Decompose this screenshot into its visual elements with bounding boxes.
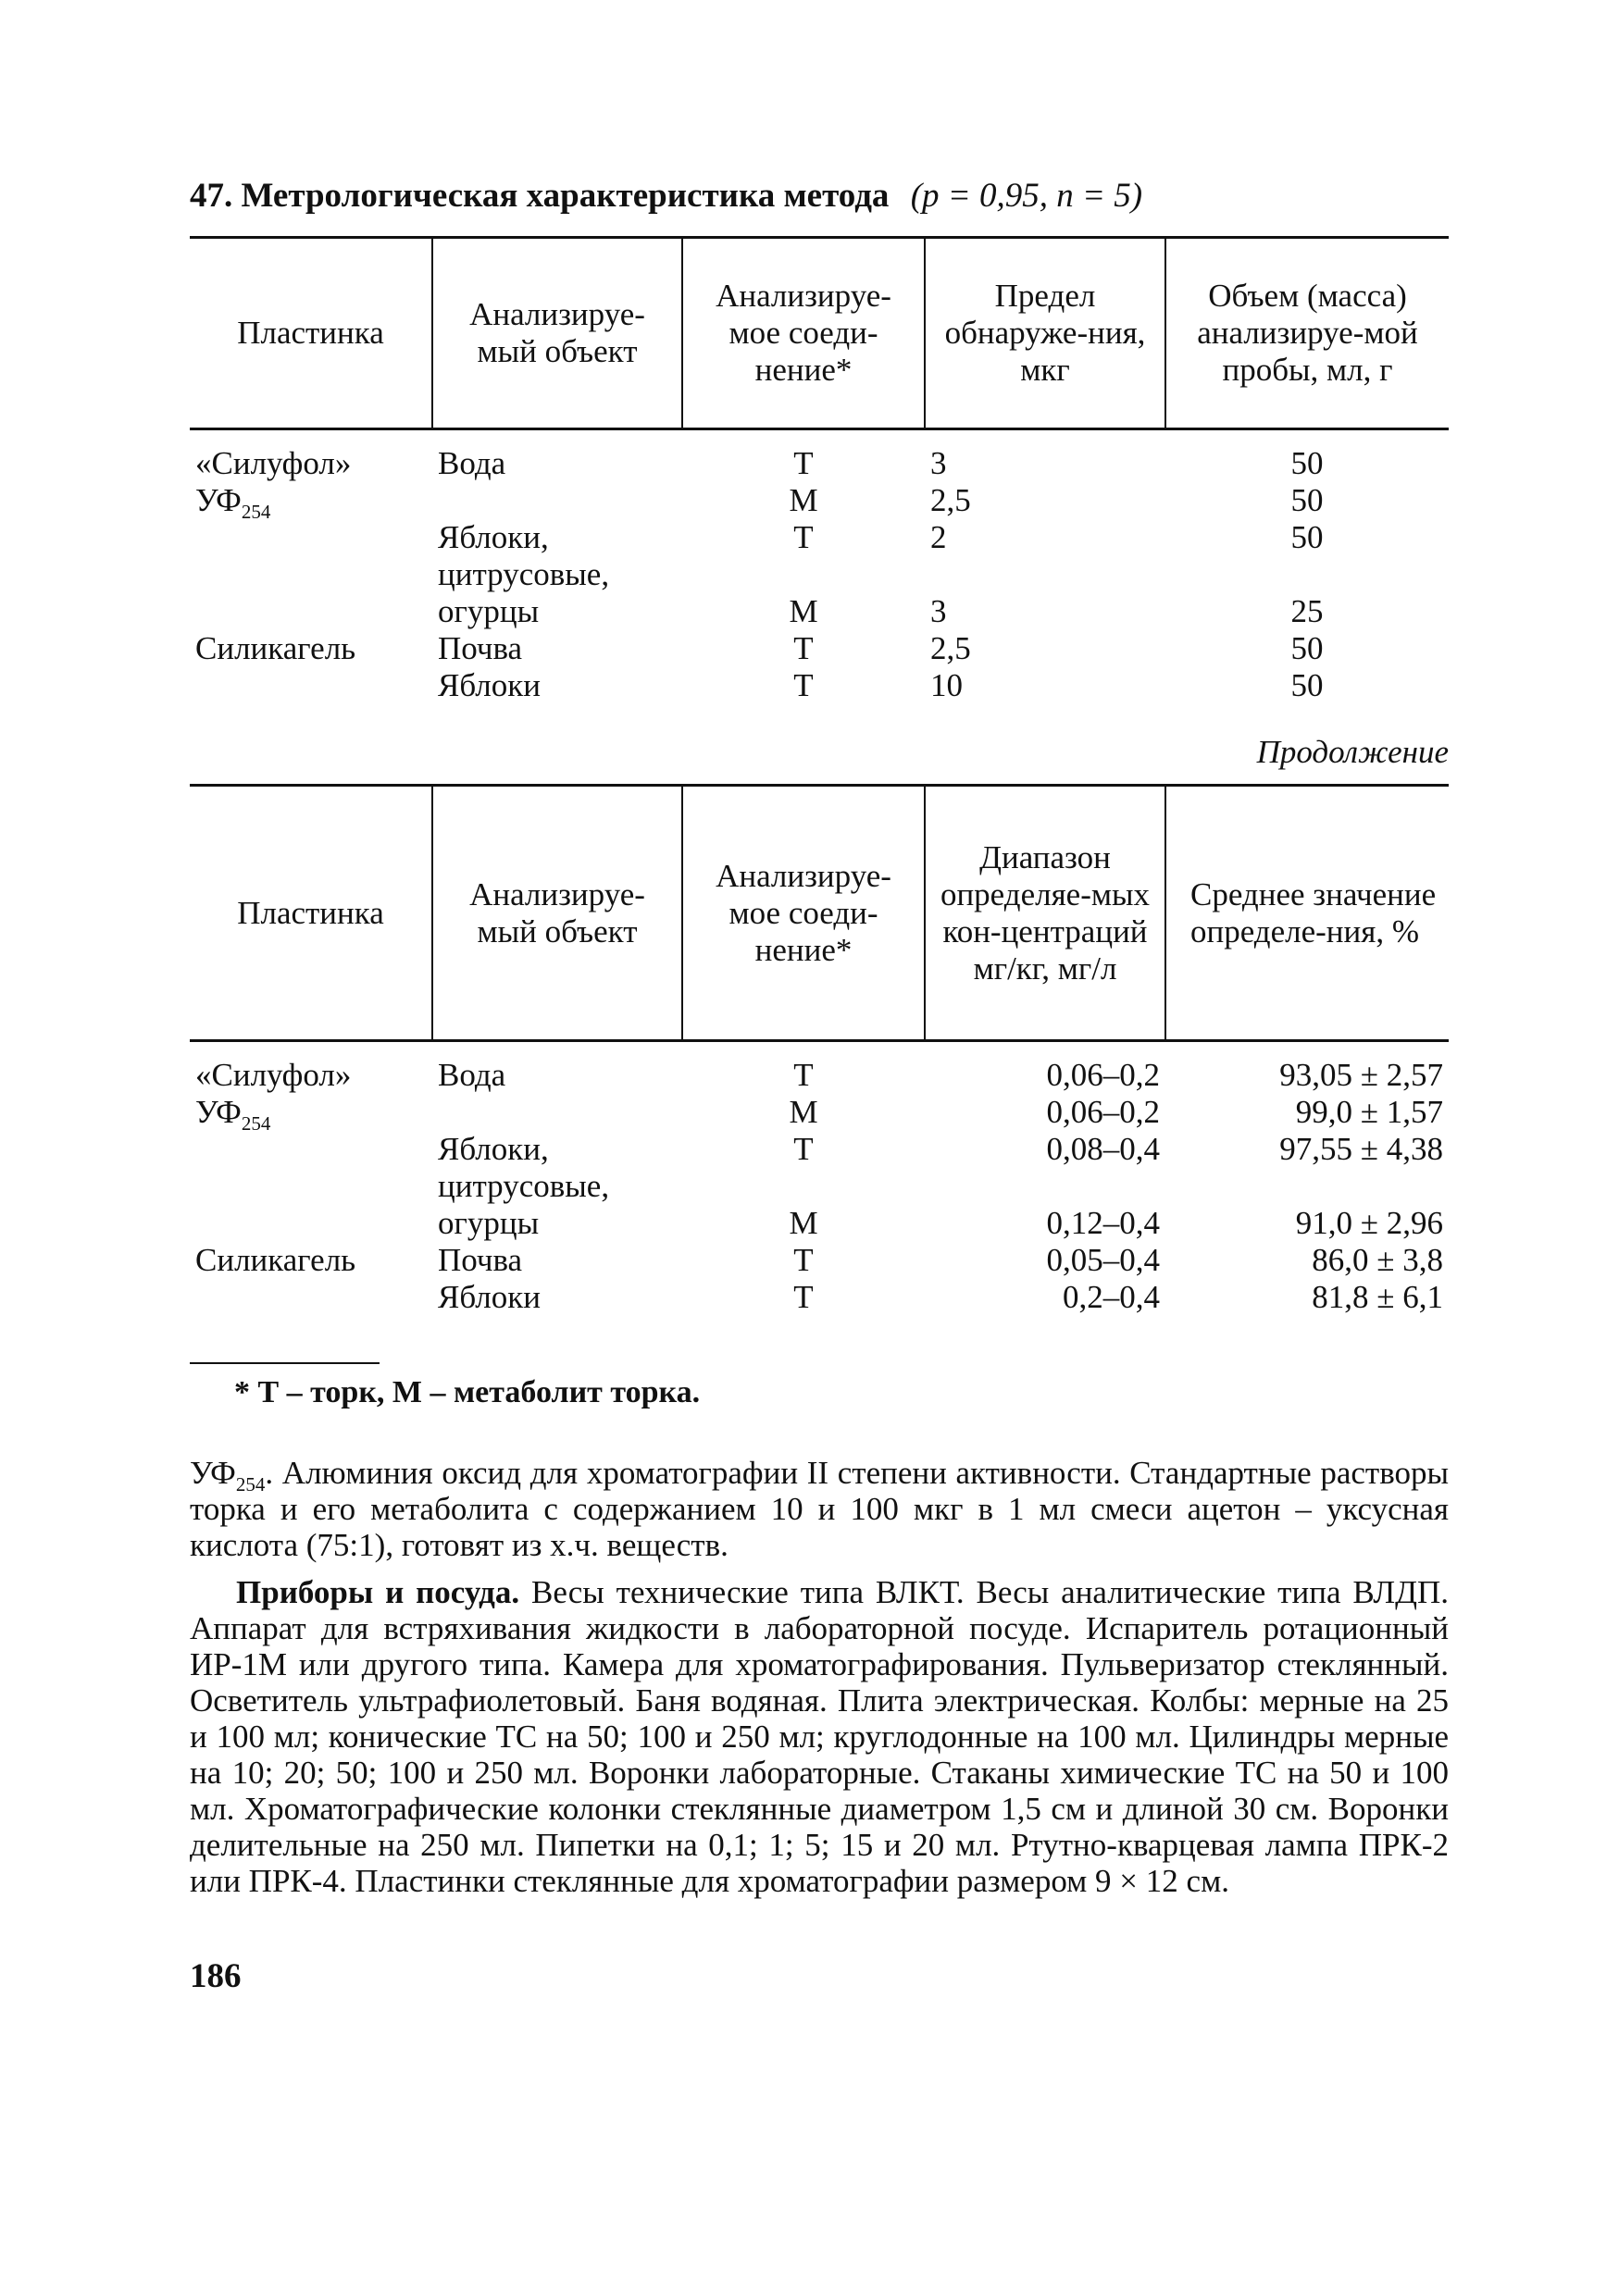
paragraph-lead: Приборы и посуда. (236, 1574, 520, 1610)
table-row (190, 429, 1449, 483)
table-cell: 2 (930, 519, 947, 555)
table-row (190, 1094, 1449, 1131)
table-cell: $УФ_{254}$ (195, 482, 271, 523)
table-cell (190, 1168, 432, 1205)
table-cell: Т (793, 1242, 814, 1278)
table-cell: 86,0 ± 3,8 (1312, 1242, 1443, 1278)
table-cell: 0,06–0,2 (1046, 1057, 1160, 1093)
table-cell: Т (793, 630, 814, 666)
table-cell: 0,12–0,4 (1046, 1205, 1160, 1241)
paragraph-adsorbent: $УФ_{254}$. Алюминия оксид для хроматографии II степени активности. Стандартные растворы торка и его метаболита с содержанием 10 и 100 мкг в 1 мл смеси ацетон – уксусная кислота (75:1), готовят из х.ч. веществ. (190, 1455, 1449, 1563)
table-row (190, 630, 1449, 667)
table-row (190, 556, 1449, 593)
table-cell (682, 556, 925, 593)
table-cell: М (789, 1094, 818, 1130)
table-cell: 3 (930, 445, 947, 481)
table-cell (432, 1094, 682, 1131)
table-cell: $УФ_{254}$ (195, 1094, 271, 1135)
table-cell: 99,0 ± 1,57 (1295, 1094, 1443, 1130)
table-cell (190, 556, 432, 593)
table2-header-cell: Диапазон определяе-мых кон-центраций мг/кг, мг/л (925, 786, 1165, 1041)
table1-header-cell: Анализируе-мый объект (432, 238, 682, 429)
table-cell: «Силуфол» (195, 1057, 352, 1093)
table-row (190, 1205, 1449, 1242)
table-cell (1165, 1168, 1449, 1205)
page-content (190, 176, 1449, 1996)
continuation-label: Продолжение (1256, 734, 1449, 770)
table-cell: Т (793, 519, 814, 555)
table-title-text: Метрологическая характеристика метода (241, 177, 890, 215)
table-cell: 50 (1290, 482, 1324, 518)
table-cell: Яблоки (438, 667, 541, 703)
footnote-rule (190, 1362, 380, 1364)
table-cell (432, 482, 682, 519)
table2-header-cell: Анализируе-мое соеди-нение* (682, 786, 925, 1041)
table-cell: Т (793, 667, 814, 703)
table-cell (190, 1131, 432, 1168)
table-title (190, 176, 1449, 216)
table-cell: цитрусовые, (438, 1168, 610, 1204)
table-cell: Яблоки, (438, 1131, 549, 1167)
table-cell: 91,0 ± 2,96 (1295, 1205, 1443, 1241)
table-cell (1165, 556, 1449, 593)
table-cell: «Силуфол» (195, 445, 352, 481)
table-cell (190, 667, 432, 704)
table-cell (190, 519, 432, 556)
table-cell: Т (793, 445, 814, 481)
table-cell: огурцы (438, 1205, 540, 1241)
table-number: 47. (190, 177, 233, 215)
table2-header-cell: Анализируе-мый объект (432, 786, 682, 1041)
table2-header-cell: Среднее значение определе-ния, % (1165, 786, 1449, 1041)
table-cell (190, 1205, 432, 1242)
table-cell: 0,2–0,4 (1063, 1279, 1160, 1315)
table-cell: М (789, 593, 818, 629)
table-cell (682, 1168, 925, 1205)
table-cell: 10 (930, 667, 963, 703)
table-row (190, 593, 1449, 630)
table2-header-row (190, 786, 1449, 1041)
table-cell: 2,5 (930, 482, 971, 518)
table-cell: 25 (1290, 593, 1324, 629)
table-cell: 3 (930, 593, 947, 629)
metrology-table-2 (190, 784, 1449, 1316)
table-cell (925, 1168, 1165, 1205)
table-row (190, 1279, 1449, 1316)
table-row (190, 519, 1449, 556)
table-cell (190, 1279, 432, 1316)
page-number: 186 (190, 1957, 242, 1995)
table-cell: Вода (438, 1057, 506, 1093)
table-cell: 50 (1290, 445, 1324, 481)
footnote: * Т – торк, М – метаболит торка. (234, 1375, 701, 1409)
table-row (190, 667, 1449, 704)
table1-header-cell: Предел обнаруже-ния, мкг (925, 238, 1165, 429)
table1-header-cell: Пластинка (190, 238, 432, 429)
table1-header-cell: Объем (масса) анализируе-мой пробы, мл, г (1165, 238, 1449, 429)
table-cell: Яблоки, (438, 519, 549, 555)
table-cell: Почва (438, 1242, 523, 1278)
table-cell: 93,05 ± 2,57 (1279, 1057, 1443, 1093)
table-cell (190, 593, 432, 630)
table-params: (р = 0,95, п = 5) (910, 177, 1143, 215)
table-cell: Силикагель (195, 1242, 356, 1278)
table-cell: Т (793, 1057, 814, 1093)
metrology-table-1 (190, 236, 1449, 704)
paragraph-text: Весы технические типа ВЛКТ. Весы аналитические типа ВЛДП. Аппарат для встряхивания жидкости в лабораторной посуде. Испаритель ротационный ИР-1М или другого типа. Камера для хроматографирования. Пульверизатор стеклянный. Осветитель ультрафиолетовый. Баня водяная. Плита электрическая. Колбы: мерные на 25 и 100 мл; конические ТС на 50; 100 и 250 мл; круглодонные на 100 мл. Цилиндры мерные на 10; 20; 50; 100 и 250 мл. Воронки лабораторные. Стаканы химические ТС на 50 и 100 мл. Хроматографические колонки стеклянные диаметром 1,5 см и длиной 30 см. Воронки делительные на 250 мл. Пипетки на 0,1; 1; 5; 15 и 20 мл. Ртутно-кварцевая лампа ПРК-2 или ПРК-4. Пластинки стеклянные для хроматографии размером 9 × 12 см. (190, 1574, 1450, 1899)
table-cell: 50 (1290, 519, 1324, 555)
table-row (190, 1242, 1449, 1279)
table-cell: Вода (438, 445, 506, 481)
paragraph-equipment (190, 1574, 1449, 1899)
table-cell: 0,08–0,4 (1046, 1131, 1160, 1167)
table-row (190, 1168, 1449, 1205)
table-cell: 81,8 ± 6,1 (1312, 1279, 1443, 1315)
table-cell: 2,5 (930, 630, 971, 666)
table-cell: цитрусовые, (438, 556, 610, 592)
table2-header-cell: Пластинка (190, 786, 432, 1041)
table-cell: М (789, 1205, 818, 1241)
table1-header-row (190, 238, 1449, 429)
table-cell: М (789, 482, 818, 518)
table-cell: Т (793, 1131, 814, 1167)
table-cell: 50 (1290, 667, 1324, 703)
table-cell: 97,55 ± 4,38 (1279, 1131, 1443, 1167)
table-cell: Яблоки (438, 1279, 541, 1315)
table-row (190, 1041, 1449, 1095)
table-row (190, 1131, 1449, 1168)
table-cell: 0,05–0,4 (1046, 1242, 1160, 1278)
table-cell: Силикагель (195, 630, 356, 666)
table-cell: Почва (438, 630, 523, 666)
table-cell (925, 556, 1165, 593)
table-cell: 50 (1290, 630, 1324, 666)
table-cell: 0,06–0,2 (1046, 1094, 1160, 1130)
table-cell: Т (793, 1279, 814, 1315)
table-cell: огурцы (438, 593, 540, 629)
table-row (190, 482, 1449, 519)
table1-header-cell: Анализируе-мое соеди-нение* (682, 238, 925, 429)
